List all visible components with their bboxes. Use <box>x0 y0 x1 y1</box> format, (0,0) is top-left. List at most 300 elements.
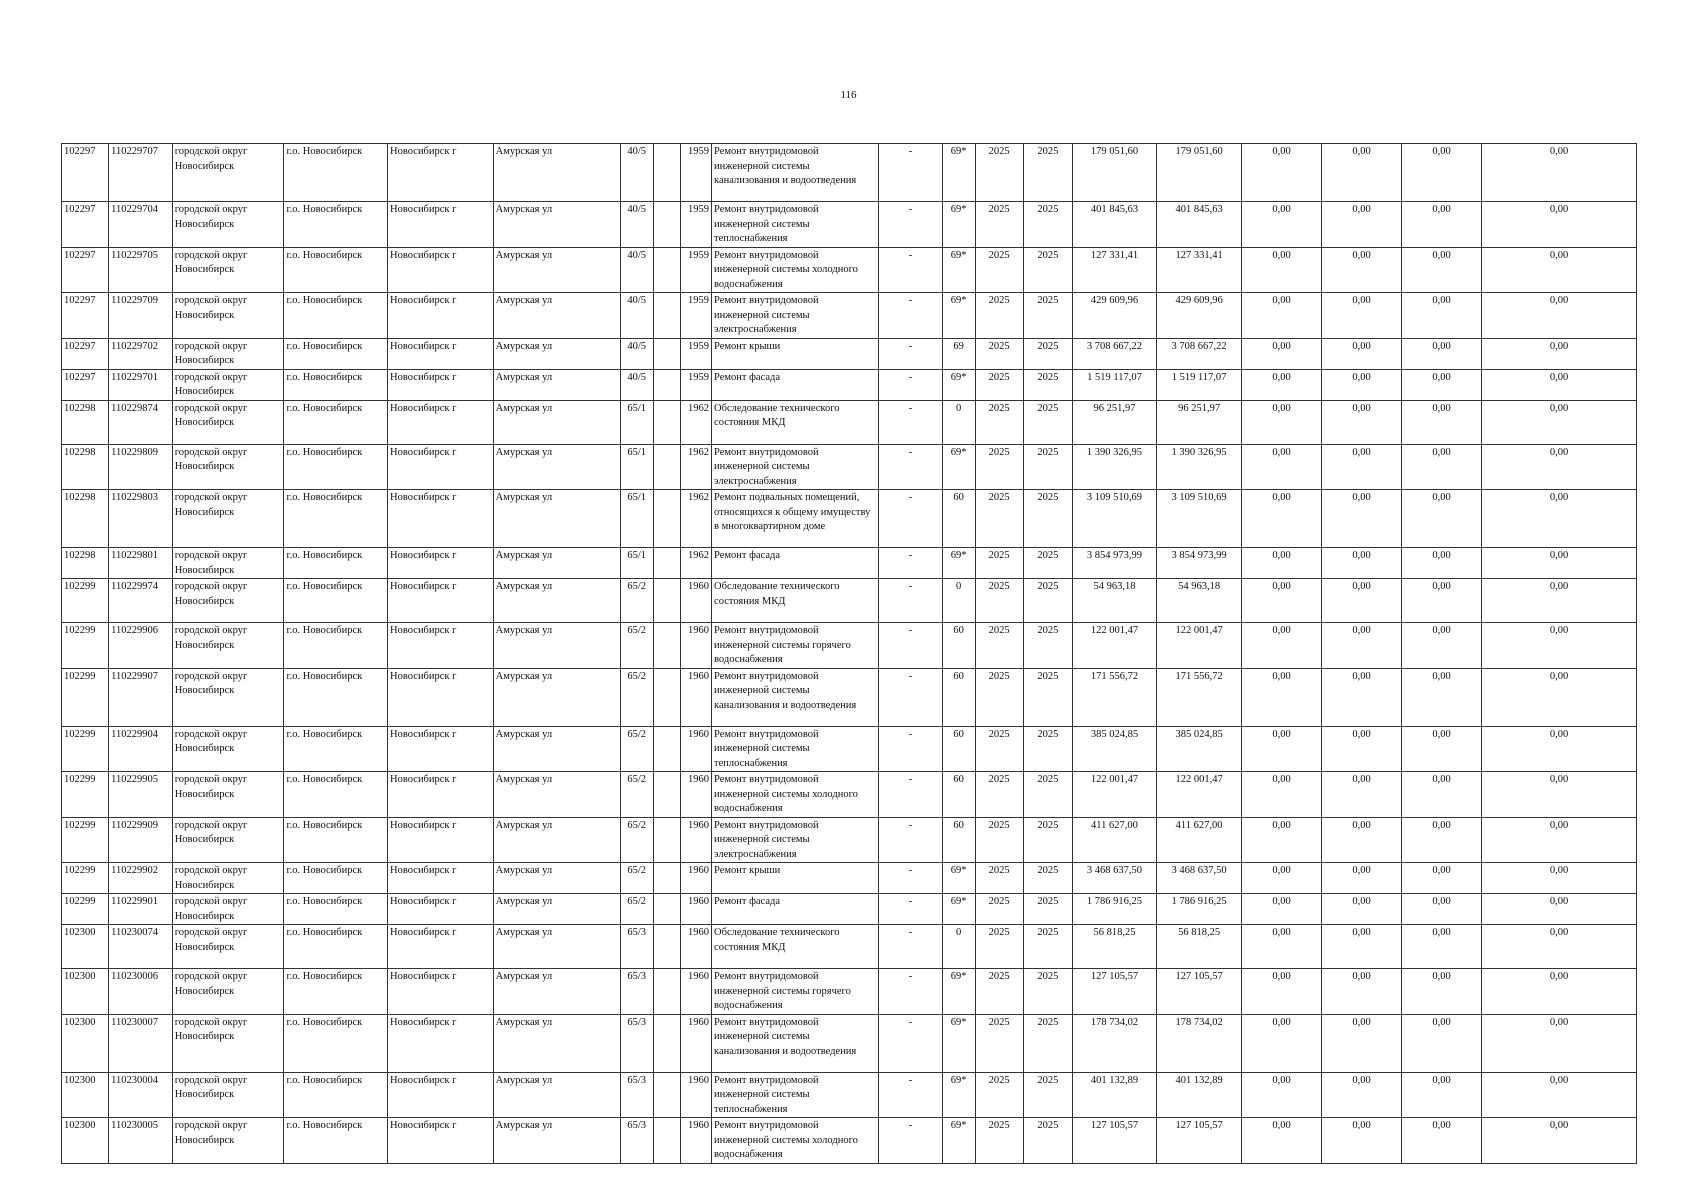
cell-city: Новосибирск г <box>388 144 494 202</box>
cell-house-number: 65/2 <box>620 772 653 818</box>
cell-street: Амурская ул <box>493 726 620 772</box>
cell-total-cost: 96 251,97 <box>1072 400 1156 444</box>
cell-fund-3: 0,00 <box>1402 548 1482 579</box>
cell-year-end: 2025 <box>1023 579 1072 623</box>
cell-fund-2: 0,00 <box>1322 1072 1402 1118</box>
cell-house-id: 102299 <box>62 863 109 894</box>
cell-house-id: 102299 <box>62 726 109 772</box>
cell-total-cost: 401 845,63 <box>1072 202 1156 248</box>
cell-work-type: Обследование технического состояния МКД <box>712 400 879 444</box>
cell-municipality: городской округ Новосибирск <box>172 144 284 202</box>
cell-house-number: 65/2 <box>620 668 653 726</box>
cell-house-number: 65/2 <box>620 579 653 623</box>
cell-municipality: городской округ Новосибирск <box>172 548 284 579</box>
cell-fund-3: 0,00 <box>1402 202 1482 248</box>
cell-empty <box>653 548 681 579</box>
cell-dash: - <box>879 293 943 339</box>
cell-year-start: 2025 <box>975 548 1023 579</box>
cell-street: Амурская ул <box>493 863 620 894</box>
cell-wear: 60 <box>942 490 975 548</box>
cell-work-type: Ремонт внутридомовой инженерной системы электроснабжения <box>712 293 879 339</box>
cell-house-number: 40/5 <box>620 144 653 202</box>
cell-build-year: 1960 <box>681 969 712 1015</box>
cell-house-id: 102297 <box>62 247 109 293</box>
cell-wear: 60 <box>942 668 975 726</box>
cell-fund-2: 0,00 <box>1322 490 1402 548</box>
cell-street: Амурская ул <box>493 400 620 444</box>
cell-total-cost: 385 024,85 <box>1072 726 1156 772</box>
cell-municipality: городской округ Новосибирск <box>172 894 284 925</box>
cell-fund-4: 0,00 <box>1482 1072 1637 1118</box>
cell-settlement: г.о. Новосибирск <box>284 400 388 444</box>
cell-empty <box>653 247 681 293</box>
cell-year-end: 2025 <box>1023 548 1072 579</box>
cell-dash: - <box>879 444 943 490</box>
cell-fund-1: 0,00 <box>1242 293 1322 339</box>
cell-build-year: 1959 <box>681 202 712 248</box>
cell-empty <box>653 369 681 400</box>
cell-year-end: 2025 <box>1023 726 1072 772</box>
cell-fund-3: 0,00 <box>1402 925 1482 969</box>
cell-build-year: 1959 <box>681 293 712 339</box>
cell-dash: - <box>879 726 943 772</box>
cell-dash: - <box>879 579 943 623</box>
cell-amount: 1 786 916,25 <box>1157 894 1242 925</box>
cell-house-id: 102300 <box>62 925 109 969</box>
cell-total-cost: 54 963,18 <box>1072 579 1156 623</box>
cell-house-number: 65/3 <box>620 1014 653 1072</box>
cell-build-year: 1962 <box>681 490 712 548</box>
cell-settlement: г.о. Новосибирск <box>284 369 388 400</box>
cell-wear: 60 <box>942 817 975 863</box>
cell-fund-4: 0,00 <box>1482 817 1637 863</box>
cell-year-end: 2025 <box>1023 1072 1072 1118</box>
cell-dash: - <box>879 817 943 863</box>
cell-total-cost: 122 001,47 <box>1072 623 1156 669</box>
cell-wear: 69* <box>942 894 975 925</box>
cell-fund-1: 0,00 <box>1242 548 1322 579</box>
cell-wear: 69* <box>942 969 975 1015</box>
cell-total-cost: 56 818,25 <box>1072 925 1156 969</box>
cell-year-end: 2025 <box>1023 1014 1072 1072</box>
cell-total-cost: 178 734,02 <box>1072 1014 1156 1072</box>
cell-dash: - <box>879 1118 943 1164</box>
cell-house-id: 102299 <box>62 817 109 863</box>
table-body <box>62 144 1637 1164</box>
cell-fund-4: 0,00 <box>1482 579 1637 623</box>
cell-fund-3: 0,00 <box>1402 1072 1482 1118</box>
table-row <box>62 444 1637 490</box>
cell-dash: - <box>879 894 943 925</box>
cell-fund-1: 0,00 <box>1242 247 1322 293</box>
cell-wear: 69* <box>942 369 975 400</box>
cell-fund-3: 0,00 <box>1402 293 1482 339</box>
cell-build-year: 1960 <box>681 726 712 772</box>
cell-house-id: 102298 <box>62 444 109 490</box>
cell-empty <box>653 623 681 669</box>
cell-house-id: 102299 <box>62 668 109 726</box>
cell-house-number: 40/5 <box>620 369 653 400</box>
cell-dash: - <box>879 925 943 969</box>
cell-house-number: 65/3 <box>620 969 653 1015</box>
cell-street: Амурская ул <box>493 623 620 669</box>
cell-fund-1: 0,00 <box>1242 1072 1322 1118</box>
cell-municipality: городской округ Новосибирск <box>172 772 284 818</box>
cell-amount: 122 001,47 <box>1157 623 1242 669</box>
cell-fund-3: 0,00 <box>1402 863 1482 894</box>
cell-year-end: 2025 <box>1023 1118 1072 1164</box>
cell-year-start: 2025 <box>975 144 1023 202</box>
cell-settlement: г.о. Новосибирск <box>284 925 388 969</box>
cell-fund-4: 0,00 <box>1482 400 1637 444</box>
cell-year-end: 2025 <box>1023 969 1072 1015</box>
cell-fund-4: 0,00 <box>1482 144 1637 202</box>
cell-fund-2: 0,00 <box>1322 623 1402 669</box>
cell-build-year: 1960 <box>681 1072 712 1118</box>
cell-city: Новосибирск г <box>388 925 494 969</box>
cell-build-year: 1960 <box>681 817 712 863</box>
cell-year-start: 2025 <box>975 1014 1023 1072</box>
cell-year-start: 2025 <box>975 817 1023 863</box>
cell-work-type: Ремонт внутридомовой инженерной системы горячего водоснабжения <box>712 623 879 669</box>
table-row <box>62 772 1637 818</box>
cell-dash: - <box>879 490 943 548</box>
cell-fund-2: 0,00 <box>1322 144 1402 202</box>
cell-amount: 127 105,57 <box>1157 1118 1242 1164</box>
cell-house-number: 65/3 <box>620 925 653 969</box>
cell-fund-2: 0,00 <box>1322 863 1402 894</box>
cell-fund-4: 0,00 <box>1482 444 1637 490</box>
cell-municipality: городской округ Новосибирск <box>172 1072 284 1118</box>
cell-year-start: 2025 <box>975 293 1023 339</box>
cell-year-start: 2025 <box>975 969 1023 1015</box>
cell-city: Новосибирск г <box>388 726 494 772</box>
cell-empty <box>653 144 681 202</box>
cell-amount: 401 845,63 <box>1157 202 1242 248</box>
cell-work-type: Ремонт внутридомовой инженерной системы электроснабжения <box>712 444 879 490</box>
cell-settlement: г.о. Новосибирск <box>284 863 388 894</box>
cell-build-year: 1962 <box>681 400 712 444</box>
cell-wear: 60 <box>942 726 975 772</box>
cell-work-type: Ремонт внутридомовой инженерной системы теплоснабжения <box>712 1072 879 1118</box>
cell-empty <box>653 894 681 925</box>
cell-settlement: г.о. Новосибирск <box>284 772 388 818</box>
cell-amount: 3 468 637,50 <box>1157 863 1242 894</box>
cell-work-code: 110230074 <box>109 925 173 969</box>
cell-settlement: г.о. Новосибирск <box>284 1072 388 1118</box>
cell-year-end: 2025 <box>1023 338 1072 369</box>
cell-city: Новосибирск г <box>388 1072 494 1118</box>
cell-work-type: Ремонт крыши <box>712 338 879 369</box>
cell-wear: 0 <box>942 400 975 444</box>
cell-year-end: 2025 <box>1023 144 1072 202</box>
cell-fund-1: 0,00 <box>1242 490 1322 548</box>
cell-house-id: 102300 <box>62 1014 109 1072</box>
cell-total-cost: 1 786 916,25 <box>1072 894 1156 925</box>
cell-year-start: 2025 <box>975 400 1023 444</box>
cell-street: Амурская ул <box>493 444 620 490</box>
cell-fund-3: 0,00 <box>1402 444 1482 490</box>
cell-city: Новосибирск г <box>388 1118 494 1164</box>
cell-amount: 122 001,47 <box>1157 772 1242 818</box>
cell-amount: 3 708 667,22 <box>1157 338 1242 369</box>
cell-municipality: городской округ Новосибирск <box>172 1014 284 1072</box>
cell-municipality: городской округ Новосибирск <box>172 969 284 1015</box>
cell-year-start: 2025 <box>975 338 1023 369</box>
cell-work-type: Ремонт внутридомовой инженерной системы электроснабжения <box>712 817 879 863</box>
cell-settlement: г.о. Новосибирск <box>284 444 388 490</box>
cell-fund-3: 0,00 <box>1402 144 1482 202</box>
cell-work-type: Обследование технического состояния МКД <box>712 925 879 969</box>
cell-fund-3: 0,00 <box>1402 726 1482 772</box>
cell-house-number: 65/2 <box>620 726 653 772</box>
cell-settlement: г.о. Новосибирск <box>284 490 388 548</box>
cell-fund-1: 0,00 <box>1242 894 1322 925</box>
cell-settlement: г.о. Новосибирск <box>284 144 388 202</box>
cell-house-number: 65/1 <box>620 548 653 579</box>
cell-work-code: 110229974 <box>109 579 173 623</box>
cell-work-code: 110229901 <box>109 894 173 925</box>
cell-total-cost: 127 105,57 <box>1072 969 1156 1015</box>
cell-work-type: Ремонт крыши <box>712 863 879 894</box>
cell-work-type: Ремонт внутридомовой инженерной системы теплоснабжения <box>712 202 879 248</box>
table-row <box>62 668 1637 726</box>
cell-municipality: городской округ Новосибирск <box>172 369 284 400</box>
cell-municipality: городской округ Новосибирск <box>172 579 284 623</box>
cell-build-year: 1960 <box>681 1118 712 1164</box>
cell-city: Новосибирск г <box>388 668 494 726</box>
cell-work-type: Ремонт внутридомовой инженерной системы горячего водоснабжения <box>712 969 879 1015</box>
cell-wear: 69* <box>942 202 975 248</box>
cell-fund-3: 0,00 <box>1402 894 1482 925</box>
cell-city: Новосибирск г <box>388 400 494 444</box>
table-row <box>62 863 1637 894</box>
cell-fund-4: 0,00 <box>1482 894 1637 925</box>
cell-year-end: 2025 <box>1023 490 1072 548</box>
cell-empty <box>653 1072 681 1118</box>
cell-empty <box>653 202 681 248</box>
cell-amount: 1 519 117,07 <box>1157 369 1242 400</box>
cell-total-cost: 171 556,72 <box>1072 668 1156 726</box>
cell-street: Амурская ул <box>493 247 620 293</box>
cell-city: Новосибирск г <box>388 369 494 400</box>
cell-wear: 60 <box>942 623 975 669</box>
cell-fund-2: 0,00 <box>1322 969 1402 1015</box>
cell-year-start: 2025 <box>975 623 1023 669</box>
cell-settlement: г.о. Новосибирск <box>284 726 388 772</box>
cell-amount: 401 132,89 <box>1157 1072 1242 1118</box>
cell-build-year: 1960 <box>681 925 712 969</box>
cell-empty <box>653 490 681 548</box>
cell-house-id: 102300 <box>62 1072 109 1118</box>
cell-street: Амурская ул <box>493 772 620 818</box>
cell-empty <box>653 338 681 369</box>
cell-house-number: 65/2 <box>620 817 653 863</box>
cell-amount: 385 024,85 <box>1157 726 1242 772</box>
cell-work-code: 110229902 <box>109 863 173 894</box>
cell-house-id: 102297 <box>62 202 109 248</box>
cell-empty <box>653 1014 681 1072</box>
cell-municipality: городской округ Новосибирск <box>172 293 284 339</box>
cell-fund-2: 0,00 <box>1322 400 1402 444</box>
cell-work-code: 110229702 <box>109 338 173 369</box>
cell-year-end: 2025 <box>1023 247 1072 293</box>
cell-wear: 69* <box>942 144 975 202</box>
cell-settlement: г.о. Новосибирск <box>284 579 388 623</box>
cell-dash: - <box>879 969 943 1015</box>
capital-repair-table <box>61 143 1637 1164</box>
cell-wear: 69* <box>942 293 975 339</box>
cell-street: Амурская ул <box>493 925 620 969</box>
cell-fund-3: 0,00 <box>1402 817 1482 863</box>
cell-amount: 178 734,02 <box>1157 1014 1242 1072</box>
cell-amount: 411 627,00 <box>1157 817 1242 863</box>
cell-city: Новосибирск г <box>388 490 494 548</box>
cell-dash: - <box>879 369 943 400</box>
cell-fund-4: 0,00 <box>1482 247 1637 293</box>
cell-work-type: Ремонт внутридомовой инженерной системы теплоснабжения <box>712 726 879 772</box>
cell-city: Новосибирск г <box>388 969 494 1015</box>
cell-fund-4: 0,00 <box>1482 369 1637 400</box>
cell-house-id: 102297 <box>62 144 109 202</box>
cell-fund-3: 0,00 <box>1402 579 1482 623</box>
cell-total-cost: 3 468 637,50 <box>1072 863 1156 894</box>
cell-city: Новосибирск г <box>388 863 494 894</box>
table-row <box>62 579 1637 623</box>
cell-total-cost: 122 001,47 <box>1072 772 1156 818</box>
cell-wear: 69* <box>942 548 975 579</box>
cell-fund-4: 0,00 <box>1482 293 1637 339</box>
cell-amount: 3 109 510,69 <box>1157 490 1242 548</box>
cell-settlement: г.о. Новосибирск <box>284 338 388 369</box>
table-row <box>62 1072 1637 1118</box>
table-row <box>62 925 1637 969</box>
table-row <box>62 202 1637 248</box>
cell-work-type: Ремонт внутридомовой инженерной системы канализования и водоотведения <box>712 1014 879 1072</box>
cell-wear: 0 <box>942 579 975 623</box>
cell-work-code: 110230005 <box>109 1118 173 1164</box>
cell-fund-2: 0,00 <box>1322 668 1402 726</box>
cell-wear: 69* <box>942 863 975 894</box>
cell-work-type: Ремонт внутридомовой инженерной системы холодного водоснабжения <box>712 247 879 293</box>
cell-city: Новосибирск г <box>388 293 494 339</box>
cell-wear: 69* <box>942 444 975 490</box>
cell-fund-2: 0,00 <box>1322 1014 1402 1072</box>
cell-house-id: 102300 <box>62 969 109 1015</box>
cell-street: Амурская ул <box>493 894 620 925</box>
cell-fund-3: 0,00 <box>1402 969 1482 1015</box>
cell-fund-3: 0,00 <box>1402 400 1482 444</box>
cell-settlement: г.о. Новосибирск <box>284 548 388 579</box>
table-row <box>62 400 1637 444</box>
cell-fund-3: 0,00 <box>1402 1118 1482 1164</box>
cell-house-number: 65/3 <box>620 1072 653 1118</box>
cell-empty <box>653 579 681 623</box>
cell-house-number: 40/5 <box>620 338 653 369</box>
table-row <box>62 623 1637 669</box>
cell-build-year: 1960 <box>681 668 712 726</box>
cell-amount: 429 609,96 <box>1157 293 1242 339</box>
cell-fund-1: 0,00 <box>1242 444 1322 490</box>
cell-work-code: 110229906 <box>109 623 173 669</box>
cell-work-code: 110229709 <box>109 293 173 339</box>
cell-amount: 171 556,72 <box>1157 668 1242 726</box>
table-row <box>62 726 1637 772</box>
cell-settlement: г.о. Новосибирск <box>284 1118 388 1164</box>
cell-fund-1: 0,00 <box>1242 144 1322 202</box>
cell-dash: - <box>879 1072 943 1118</box>
cell-municipality: городской округ Новосибирск <box>172 817 284 863</box>
cell-house-number: 65/3 <box>620 1118 653 1164</box>
cell-street: Амурская ул <box>493 1072 620 1118</box>
cell-fund-3: 0,00 <box>1402 338 1482 369</box>
cell-dash: - <box>879 863 943 894</box>
cell-fund-4: 0,00 <box>1482 1014 1637 1072</box>
cell-city: Новосибирск г <box>388 247 494 293</box>
cell-wear: 0 <box>942 925 975 969</box>
cell-dash: - <box>879 772 943 818</box>
cell-municipality: городской округ Новосибирск <box>172 444 284 490</box>
cell-work-code: 110229803 <box>109 490 173 548</box>
cell-build-year: 1959 <box>681 247 712 293</box>
cell-municipality: городской округ Новосибирск <box>172 338 284 369</box>
cell-work-code: 110229905 <box>109 772 173 818</box>
page-number: 116 <box>840 89 857 101</box>
cell-dash: - <box>879 548 943 579</box>
cell-year-start: 2025 <box>975 1072 1023 1118</box>
cell-settlement: г.о. Новосибирск <box>284 894 388 925</box>
table-row <box>62 1014 1637 1072</box>
table-row <box>62 338 1637 369</box>
cell-city: Новосибирск г <box>388 817 494 863</box>
cell-fund-2: 0,00 <box>1322 726 1402 772</box>
cell-fund-2: 0,00 <box>1322 293 1402 339</box>
cell-fund-4: 0,00 <box>1482 726 1637 772</box>
cell-fund-4: 0,00 <box>1482 925 1637 969</box>
cell-house-number: 65/1 <box>620 444 653 490</box>
cell-total-cost: 1 390 326,95 <box>1072 444 1156 490</box>
cell-total-cost: 3 854 973,99 <box>1072 548 1156 579</box>
cell-year-end: 2025 <box>1023 400 1072 444</box>
cell-fund-1: 0,00 <box>1242 202 1322 248</box>
cell-house-id: 102299 <box>62 579 109 623</box>
cell-build-year: 1962 <box>681 444 712 490</box>
cell-build-year: 1960 <box>681 623 712 669</box>
cell-dash: - <box>879 144 943 202</box>
cell-year-end: 2025 <box>1023 772 1072 818</box>
table-row <box>62 247 1637 293</box>
cell-municipality: городской округ Новосибирск <box>172 247 284 293</box>
cell-work-type: Ремонт внутридомовой инженерной системы канализования и водоотведения <box>712 144 879 202</box>
cell-build-year: 1960 <box>681 1014 712 1072</box>
cell-fund-1: 0,00 <box>1242 400 1322 444</box>
cell-fund-3: 0,00 <box>1402 369 1482 400</box>
cell-wear: 60 <box>942 772 975 818</box>
cell-house-id: 102298 <box>62 548 109 579</box>
cell-fund-2: 0,00 <box>1322 247 1402 293</box>
cell-year-start: 2025 <box>975 1118 1023 1164</box>
cell-fund-2: 0,00 <box>1322 369 1402 400</box>
cell-city: Новосибирск г <box>388 202 494 248</box>
cell-empty <box>653 817 681 863</box>
cell-empty <box>653 772 681 818</box>
table-row <box>62 144 1637 202</box>
cell-year-start: 2025 <box>975 490 1023 548</box>
cell-house-id: 102298 <box>62 400 109 444</box>
cell-build-year: 1962 <box>681 548 712 579</box>
cell-work-code: 110229701 <box>109 369 173 400</box>
cell-work-type: Ремонт фасада <box>712 369 879 400</box>
